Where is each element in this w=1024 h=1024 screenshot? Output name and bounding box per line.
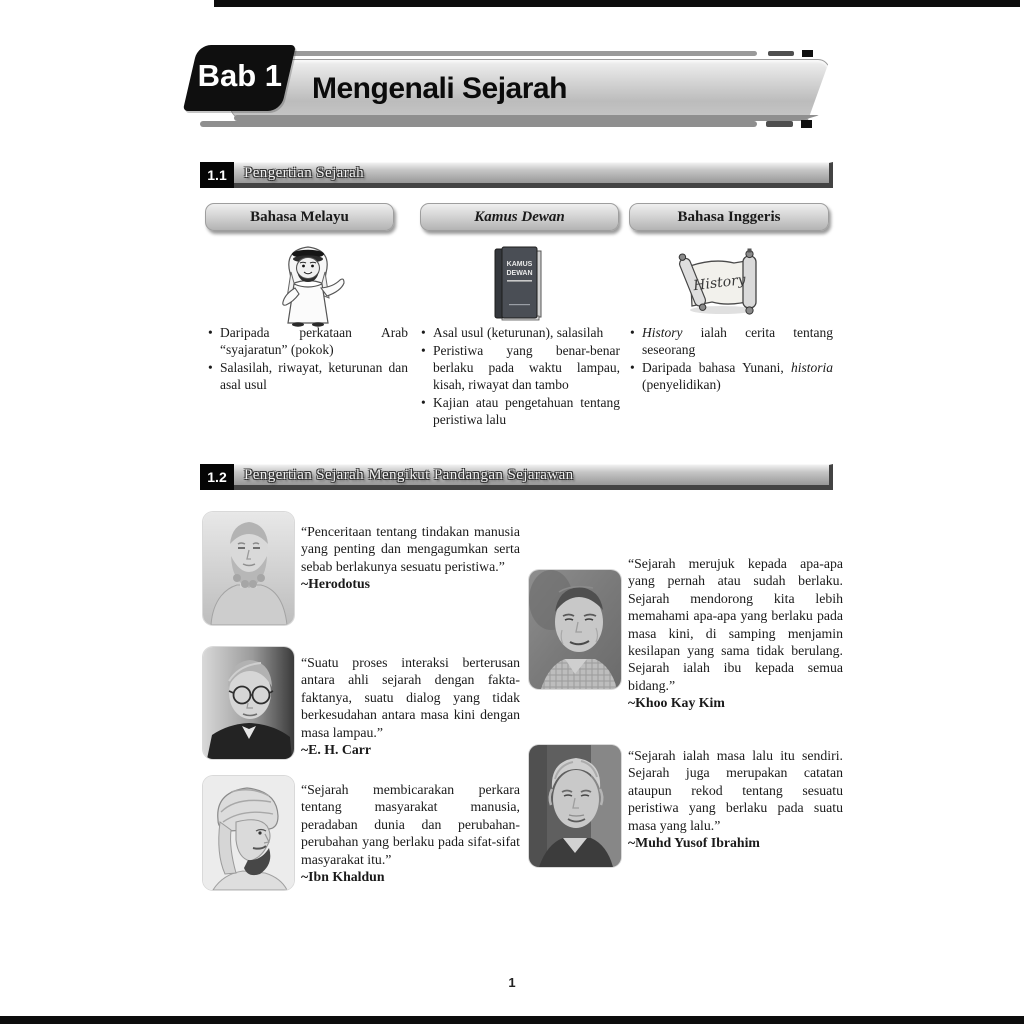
- header-top-rule-dot: [802, 50, 813, 57]
- page-bottom-edge-bar: [0, 1016, 1024, 1024]
- chapter-title: Mengenali Sejarah: [312, 72, 567, 105]
- section-1-2-number: 1.2: [200, 464, 234, 490]
- quote-eh-carr: [301, 654, 520, 758]
- column-header-label: Bahasa Inggeris: [677, 209, 781, 225]
- bullet-list: [207, 324, 408, 393]
- arab-man-icon: [263, 242, 353, 327]
- book-cover-line-1: KAMUS: [506, 261, 533, 268]
- column-header-label: Bahasa Melayu: [250, 209, 349, 225]
- quote-text: “Sejarah ialah masa lalu itu sendiri. Sejarah juga merupakan catatan ataupun rekod tentang sesuatu peristiwa yang berlaku pada suatu masa yang lalu.”: [628, 748, 843, 833]
- header-bottom-rule-dash: [766, 121, 793, 127]
- scroll-label: History: [692, 271, 747, 295]
- quote-attribution: ~E. H. Carr: [301, 741, 372, 757]
- bullet-item: • Peristiwa yang benar-benar berlaku pada waktu lampau, kisah, riwayat dan tambo: [420, 342, 620, 393]
- bullet-list: [629, 324, 833, 393]
- definition-column-bahasa-melayu: [207, 324, 408, 394]
- column-header-bahasa-inggeris: [629, 203, 829, 231]
- book-cover-line-2: DEWAN: [506, 270, 533, 277]
- quote-text: “Suatu proses interaksi berterusan antara ahli sejarah dengan fakta-faktanya, suatu dialog yang tidak berkesudahan antara masa kini dengan masa lampau.”: [301, 655, 520, 740]
- definition-column-bahasa-inggeris: [629, 324, 833, 394]
- header-bottom-rule-dot: [801, 120, 812, 128]
- quote-text: “Penceritaan tentang tindakan manusia yang penting dan mengagumkan serta sebab berlakunya sesuatu peristiwa.”: [301, 524, 520, 574]
- bullet-item: • History ialah cerita tentang seseorang: [629, 324, 833, 358]
- column-header-bahasa-melayu: [205, 203, 394, 231]
- section-1-1-number: 1.1: [200, 162, 234, 188]
- kamus-dewan-book-icon: [489, 242, 549, 325]
- page-number: 1: [508, 975, 516, 990]
- eh-carr-portrait: [203, 647, 294, 759]
- bullet-item: • Daripada perkataan Arab “syajaratun” (pokok): [207, 324, 408, 358]
- quote-khoo-kay-kim: [628, 555, 843, 711]
- section-1-2-bar: [200, 464, 833, 490]
- section-1-2-title: Pengertian Sejarah Mengikut Pandangan Sejarawan: [244, 467, 574, 483]
- definition-column-kamus-dewan: [420, 324, 620, 429]
- chapter-number-label: Bab 1: [197, 58, 283, 93]
- quote-muhd-yusof-ibrahim: [628, 747, 843, 851]
- bullet-item: • Salasilah, riwayat, keturunan dan asal usul: [207, 359, 408, 393]
- bullet-list: [420, 324, 620, 428]
- column-header-label: Kamus Dewan: [474, 209, 565, 225]
- quote-text: “Sejarah merujuk kepada apa-apa yang pernah atau sudah berlaku. Sejarah mendorong kita lebih memahami apa-apa yang berlaku pada masa kini, di samping menjamin kesilapan yang sama tidak berulang. Sejarah ialah ibu kepada semua bidang.”: [628, 556, 843, 693]
- quote-ibn-khaldun: [301, 781, 520, 885]
- ibn-khaldun-portrait: [203, 776, 294, 890]
- quote-attribution: ~Khoo Kay Kim: [628, 695, 725, 710]
- column-header-kamus-dewan: [420, 203, 619, 231]
- quote-attribution: ~Muhd Yusof Ibrahim: [628, 834, 760, 850]
- quote-text: “Sejarah membicarakan perkara tentang masyarakat manusia, peradaban dunia dan perubahan-perubahan yang berlaku pada sifat-sifat masyarakat itu.”: [301, 782, 520, 867]
- header-bottom-rule: [200, 121, 757, 127]
- quote-attribution: ~Ibn Khaldun: [301, 868, 385, 884]
- section-1-1-bar: [200, 162, 833, 188]
- bullet-item: • Asal usul (keturunan), salasilah: [420, 324, 620, 341]
- history-scroll-icon: [672, 248, 767, 316]
- quote-herodotus: [301, 523, 520, 593]
- chapter-number-tab: [183, 45, 296, 111]
- page-top-edge-bar: [214, 0, 1020, 7]
- header-top-rule-dash: [768, 51, 794, 56]
- section-1-1-title: Pengertian Sejarah: [244, 165, 365, 181]
- muhd-yusof-ibrahim-portrait: [529, 745, 621, 867]
- herodotus-portrait: [203, 512, 294, 625]
- bullet-item: • Daripada bahasa Yunani, historia (penyelidikan): [629, 359, 833, 393]
- khoo-kay-kim-portrait: [529, 570, 621, 689]
- bullet-item: • Kajian atau pengetahuan tentang peristiwa lalu: [420, 394, 620, 428]
- quote-attribution: ~Herodotus: [301, 576, 371, 592]
